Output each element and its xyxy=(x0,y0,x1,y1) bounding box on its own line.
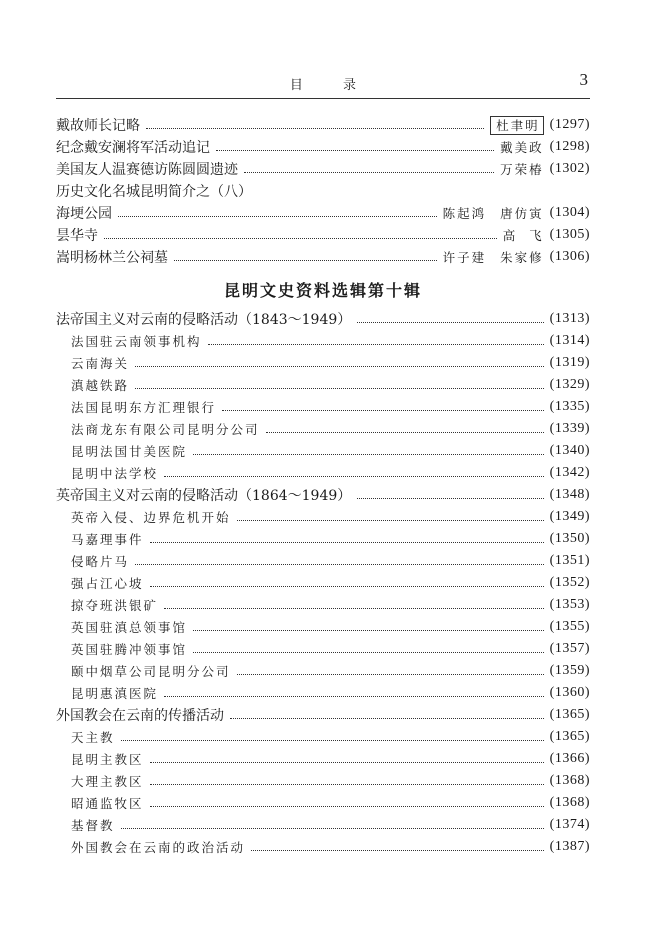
entry-author: 高 飞 xyxy=(502,228,544,243)
entry-title: 英帝入侵、边界危机开始 xyxy=(71,510,231,525)
dot-leader xyxy=(357,488,543,502)
toc-subentry[interactable] xyxy=(56,770,590,792)
toc-subentry[interactable] xyxy=(56,462,590,484)
entry-author: 朱家修 xyxy=(500,250,544,265)
toc-entry[interactable] xyxy=(56,202,590,224)
toc-entry[interactable] xyxy=(56,114,590,136)
dot-leader xyxy=(230,708,544,722)
toc-subentry[interactable] xyxy=(56,682,590,704)
entry-page: (1359) xyxy=(549,663,590,678)
toc-subentry[interactable] xyxy=(56,352,590,374)
entry-page: (1348) xyxy=(549,487,590,502)
entry-author: 戴美政 xyxy=(500,140,544,155)
entry-title: 掠夺班洪银矿 xyxy=(71,598,159,613)
entry-page: (1387) xyxy=(549,839,590,854)
toc-subentry[interactable] xyxy=(56,396,590,418)
entry-page: (1353) xyxy=(549,597,590,612)
dot-leader xyxy=(104,228,497,242)
toc-subentry[interactable] xyxy=(56,792,590,814)
dot-leader xyxy=(266,422,544,436)
entry-page: (1355) xyxy=(549,619,590,634)
entry-title: 强占江心坡 xyxy=(71,576,144,591)
dot-leader xyxy=(244,162,494,176)
toc-subentry[interactable] xyxy=(56,440,590,462)
toc-group-heading xyxy=(56,180,590,202)
dot-leader xyxy=(146,118,484,132)
header-title: 目 录 xyxy=(289,78,375,93)
toc-entry[interactable] xyxy=(56,246,590,268)
toc-entry[interactable] xyxy=(56,224,590,246)
entry-page: (1302) xyxy=(549,161,590,176)
entry-page: (1314) xyxy=(549,333,590,348)
dot-leader xyxy=(135,378,544,392)
dot-leader xyxy=(164,686,544,700)
dot-leader xyxy=(150,576,544,590)
toc-subentry[interactable] xyxy=(56,506,590,528)
dot-leader xyxy=(216,140,494,154)
entry-title: 昆明主教区 xyxy=(71,752,144,767)
toc-entry[interactable] xyxy=(56,308,590,330)
entry-page: (1374) xyxy=(549,817,590,832)
toc-subentry[interactable] xyxy=(56,572,590,594)
entry-page: (1360) xyxy=(549,685,590,700)
entry-author: 万荣椿 xyxy=(500,162,544,177)
entry-title: 法国驻云南领事机构 xyxy=(71,334,202,349)
entry-title: 纪念戴安澜将军活动追记 xyxy=(56,140,210,156)
dot-leader xyxy=(208,334,544,348)
toc-subentry[interactable] xyxy=(56,616,590,638)
entry-title: 昭通监牧区 xyxy=(71,796,144,811)
entry-page: (1340) xyxy=(549,443,590,458)
toc-subentry[interactable] xyxy=(56,594,590,616)
entry-title: 历史文化名城昆明简介之（八） xyxy=(56,184,252,200)
dot-leader xyxy=(222,400,544,414)
dot-leader xyxy=(193,642,544,656)
section-heading: 昆明文史资料选辑第十辑 xyxy=(223,280,422,300)
entry-title: 嵩明杨林兰公祠墓 xyxy=(56,250,168,266)
toc-subentry[interactable] xyxy=(56,528,590,550)
entry-title: 滇越铁路 xyxy=(71,378,130,393)
dot-leader xyxy=(237,664,544,678)
entry-title: 昙华寺 xyxy=(56,228,98,244)
entry-title: 法国昆明东方汇理银行 xyxy=(71,400,217,415)
entry-page: (1305) xyxy=(549,227,590,242)
entry-author: 杜聿明 xyxy=(490,116,544,135)
entry-title: 外国教会在云南的传播活动 xyxy=(56,708,224,724)
entry-author: 陈起鸿 xyxy=(442,206,487,221)
entry-page: (1304) xyxy=(549,205,590,220)
dot-leader xyxy=(121,818,544,832)
entry-title: 英帝国主义对云南的侵略活动（1864～1949） xyxy=(56,488,352,504)
entry-page: (1368) xyxy=(549,773,590,788)
entry-title: 天主教 xyxy=(71,730,115,745)
toc-subentry[interactable] xyxy=(56,374,590,396)
toc-subentry[interactable] xyxy=(56,330,590,352)
entry-page: (1342) xyxy=(549,465,590,480)
entry-page: (1298) xyxy=(549,139,590,154)
dot-leader xyxy=(193,620,544,634)
entry-author: 许子建 xyxy=(442,250,487,265)
dot-leader xyxy=(150,796,544,810)
dot-leader xyxy=(237,510,544,524)
entry-title: 法帝国主义对云南的侵略活动（1843～1949） xyxy=(56,312,352,328)
entry-title: 马嘉理事件 xyxy=(71,532,144,547)
toc-entry[interactable] xyxy=(56,484,590,506)
entry-page: (1368) xyxy=(549,795,590,810)
toc-subentry[interactable] xyxy=(56,836,590,858)
table-of-contents xyxy=(56,114,590,858)
entry-title: 海埂公园 xyxy=(56,206,112,222)
toc-entry[interactable] xyxy=(56,136,590,158)
dot-leader xyxy=(357,312,543,326)
entry-title: 昆明法国甘美医院 xyxy=(71,444,188,459)
entry-page: (1352) xyxy=(549,575,590,590)
toc-subentry[interactable] xyxy=(56,748,590,770)
entry-title: 法商龙东有限公司昆明分公司 xyxy=(71,422,260,437)
dot-leader xyxy=(150,752,544,766)
toc-subentry[interactable] xyxy=(56,638,590,660)
entry-page: (1365) xyxy=(549,707,590,722)
toc-subentry[interactable] xyxy=(56,726,590,748)
toc-subentry[interactable] xyxy=(56,550,590,572)
dot-leader xyxy=(251,840,544,854)
entry-title: 基督教 xyxy=(71,818,115,833)
toc-subentry[interactable] xyxy=(56,418,590,440)
entry-title: 颐中烟草公司昆明分公司 xyxy=(71,664,231,679)
toc-subentry[interactable] xyxy=(56,814,590,836)
toc-entry[interactable] xyxy=(56,704,590,726)
dot-leader xyxy=(135,554,544,568)
entry-page: (1366) xyxy=(549,751,590,766)
entry-page: (1339) xyxy=(549,421,590,436)
dot-leader xyxy=(121,730,544,744)
dot-leader xyxy=(193,444,544,458)
entry-page: (1329) xyxy=(549,377,590,392)
header-page-number: 3 xyxy=(579,70,588,89)
entry-page: (1319) xyxy=(549,355,590,370)
entry-title: 英国驻腾冲领事馆 xyxy=(71,642,188,657)
entry-title: 昆明惠滇医院 xyxy=(71,686,159,701)
dot-leader xyxy=(135,356,544,370)
entry-page: (1313) xyxy=(549,311,590,326)
dot-leader xyxy=(164,598,544,612)
entry-title: 侵略片马 xyxy=(71,554,130,569)
entry-page: (1365) xyxy=(549,729,590,744)
entry-page: (1350) xyxy=(549,531,590,546)
entry-page: (1351) xyxy=(549,553,590,568)
dot-leader xyxy=(150,774,544,788)
entry-title: 戴故师长记略 xyxy=(56,118,140,134)
entry-title: 美国友人温赛德访陈圆圆遗迹 xyxy=(56,162,238,178)
entry-title: 外国教会在云南的政治活动 xyxy=(71,840,246,855)
entry-page: (1357) xyxy=(549,641,590,656)
dot-leader xyxy=(174,250,437,264)
entry-title: 大理主教区 xyxy=(71,774,144,789)
dot-leader xyxy=(118,206,437,220)
dot-leader xyxy=(164,466,544,480)
entry-page: (1335) xyxy=(549,399,590,414)
entry-title: 昆明中法学校 xyxy=(71,466,159,481)
entry-title: 云南海关 xyxy=(71,356,130,371)
entry-page: (1306) xyxy=(549,249,590,264)
dot-leader xyxy=(150,532,544,546)
toc-entry[interactable] xyxy=(56,158,590,180)
page-header xyxy=(56,72,590,99)
entry-author: 唐仿寅 xyxy=(500,206,544,221)
entry-page: (1297) xyxy=(549,117,590,132)
toc-subentry[interactable] xyxy=(56,660,590,682)
entry-title: 英国驻滇总领事馆 xyxy=(71,620,188,635)
entry-page: (1349) xyxy=(549,509,590,524)
